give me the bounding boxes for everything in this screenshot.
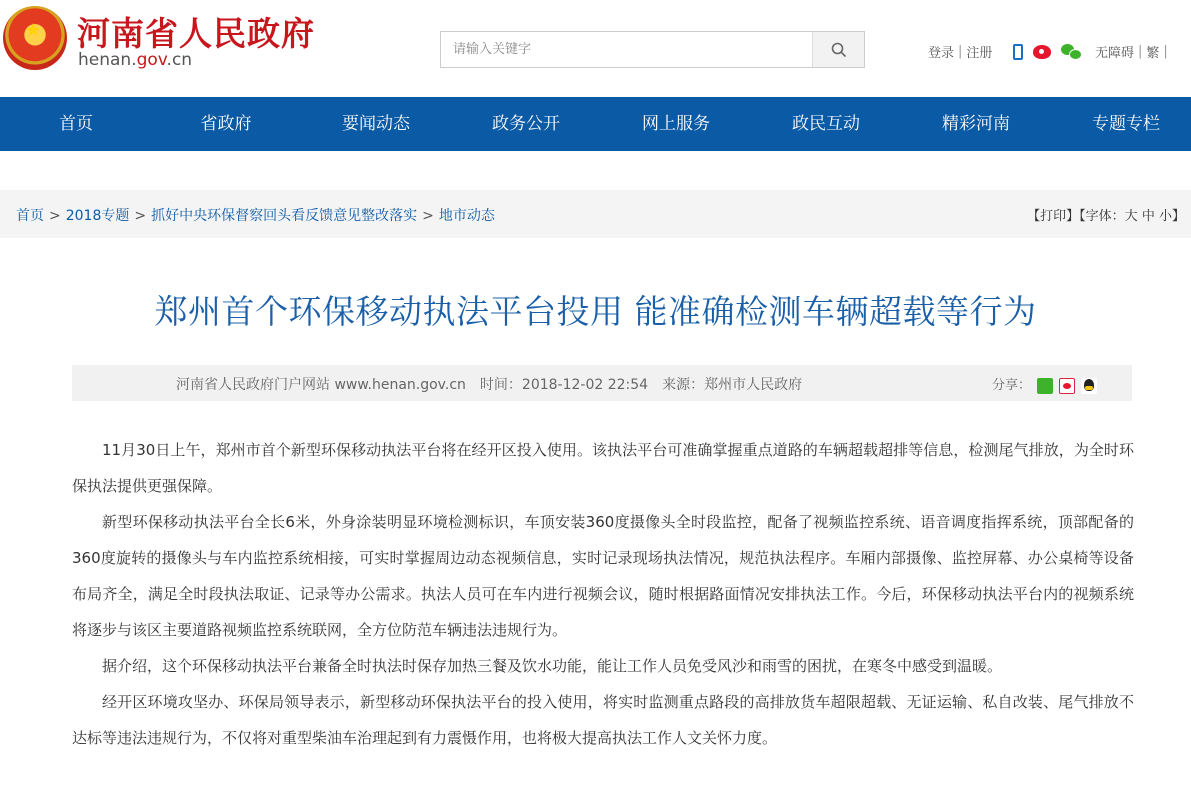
share-wechat-icon[interactable] (1037, 378, 1053, 394)
font-size-small[interactable]: 小 (1158, 209, 1172, 224)
accessibility-link[interactable]: 无障碍 (1094, 46, 1134, 61)
share-weibo-icon[interactable] (1059, 378, 1075, 394)
article-tools (1027, 205, 1185, 224)
share-label: 分享： (992, 378, 1032, 393)
site-header (0, 0, 1191, 97)
breadcrumb-sep: > (49, 208, 61, 224)
login-link[interactable]: 登录 (928, 46, 955, 61)
nav-item-provincial-government[interactable]: 省政府 (200, 114, 252, 134)
meta-time: 时间：2018-12-02 22:54 (479, 377, 649, 393)
breadcrumb-sep: > (134, 208, 147, 224)
search-icon (831, 42, 847, 58)
separator: | (958, 44, 963, 59)
weibo-icon[interactable] (1033, 45, 1051, 59)
article-paragraph: 11月30日上午，郑州市首个新型环保移动执法平台将在经开区投入使用。该执法平台可准确掌握重点道路的车辆超载超排等信息，检测尾气排放，为全时环保执法提供更强保障。 (72, 441, 1134, 495)
domain-gov: gov (136, 50, 167, 70)
nav-item-news[interactable]: 要闻动态 (342, 114, 410, 134)
search-box (440, 31, 865, 68)
article-paragraph: 新型环保移动执法平台全长6米，外身涂装明显环境检测标识，车顶安装360度摄像头全时段监控，配备了视频监控系统、语音调度指挥系统，顶部配备的360度旋转的摄像头与车内监控系统相接，可实时掌握周边动态视频信息，实时记录现场执法情况，规范执法程序。车厢内部摄像、监控屏幕、办公桌椅等设备布局齐全，满足全时段执法取证、记录等办公需求。执法人员可在车内进行视频会议，随时根据路面情况安排执法工作。今后，环保移动执法平台内的视频系统将逐步与该区主要道路视频监控系统联网，全方位防范车辆违法违规行为。 (72, 513, 1134, 639)
nav-item-henan[interactable]: 精彩河南 (942, 114, 1010, 134)
meta-text (176, 374, 816, 394)
breadcrumb-home[interactable]: 首页 (16, 208, 44, 224)
domain-suffix: .cn (166, 50, 193, 70)
breadcrumb-sep: > (422, 208, 434, 224)
print-button[interactable]: 【打印】 (1027, 209, 1080, 224)
meta-source: 来源：郑州市人民政府 (662, 377, 803, 393)
search-input[interactable] (441, 32, 813, 67)
site-domain (78, 50, 192, 70)
breadcrumb (16, 205, 495, 225)
font-size-medium[interactable]: 中 (1141, 209, 1155, 224)
article-meta (72, 365, 1132, 401)
wechat-icon[interactable] (1061, 44, 1081, 59)
font-size-large[interactable]: 大 (1124, 209, 1138, 224)
nav-item-gov-affairs[interactable]: 政务公开 (492, 114, 560, 134)
font-size-label: 【字体： (1079, 209, 1125, 224)
nav-item-special-topics[interactable]: 专题专栏 (1092, 114, 1160, 134)
separator: | (1163, 44, 1168, 59)
main-nav (0, 97, 1191, 151)
separator: | (1138, 44, 1143, 59)
share-bar (992, 374, 1097, 394)
article-paragraph: 经开区环境攻坚办、环保局领导表示，新型移动环保执法平台的投入使用，将实时监测重点路段的高排放货车超限超载、无证运输、私自改装、尾气排放不达标等违法违规行为，不仅将对重型柴油车治理起到有力震慑作用，也将极大提高执法工作人文关怀力度。 (72, 693, 1134, 747)
site-title[interactable]: 河南省人民政府 (77, 14, 315, 53)
register-link[interactable]: 注册 (966, 46, 993, 61)
breadcrumb-city-news[interactable]: 地市动态 (438, 208, 495, 224)
traditional-link[interactable]: 繁 (1146, 46, 1160, 61)
breadcrumb-topic[interactable]: 抓好中央环保督察回头看反馈意见整改落实 (151, 208, 418, 224)
nav-item-online-services[interactable]: 网上服务 (642, 114, 710, 134)
article-paragraph: 据介绍，这个环保移动执法平台兼备全时执法时保存加热三餐及饮水功能，能让工作人员免受风沙和雨雪的困扰，在寒冬中感受到温暖。 (102, 657, 1003, 675)
meta-site: 河南省人民政府门户网站 www.henan.gov.cn (176, 377, 466, 393)
breadcrumb-bar (0, 190, 1191, 238)
domain-prefix: henan. (78, 50, 137, 70)
breadcrumb-2018-topics[interactable]: 2018专题 (65, 208, 130, 224)
nav-item-interaction[interactable]: 政民互动 (792, 114, 860, 134)
font-size-close: 】 (1171, 209, 1185, 224)
share-qq-icon[interactable] (1081, 378, 1097, 394)
search-button[interactable] (812, 32, 864, 67)
article-body (72, 432, 1134, 756)
nav-item-home[interactable]: 首页 (59, 114, 93, 134)
national-emblem-icon: ★ (3, 6, 67, 70)
article-title: 郑州首个环保移动执法平台投用 能准确检测车辆超载等行为 (154, 292, 1037, 331)
mobile-icon[interactable] (1013, 44, 1023, 60)
top-links (928, 42, 1172, 62)
